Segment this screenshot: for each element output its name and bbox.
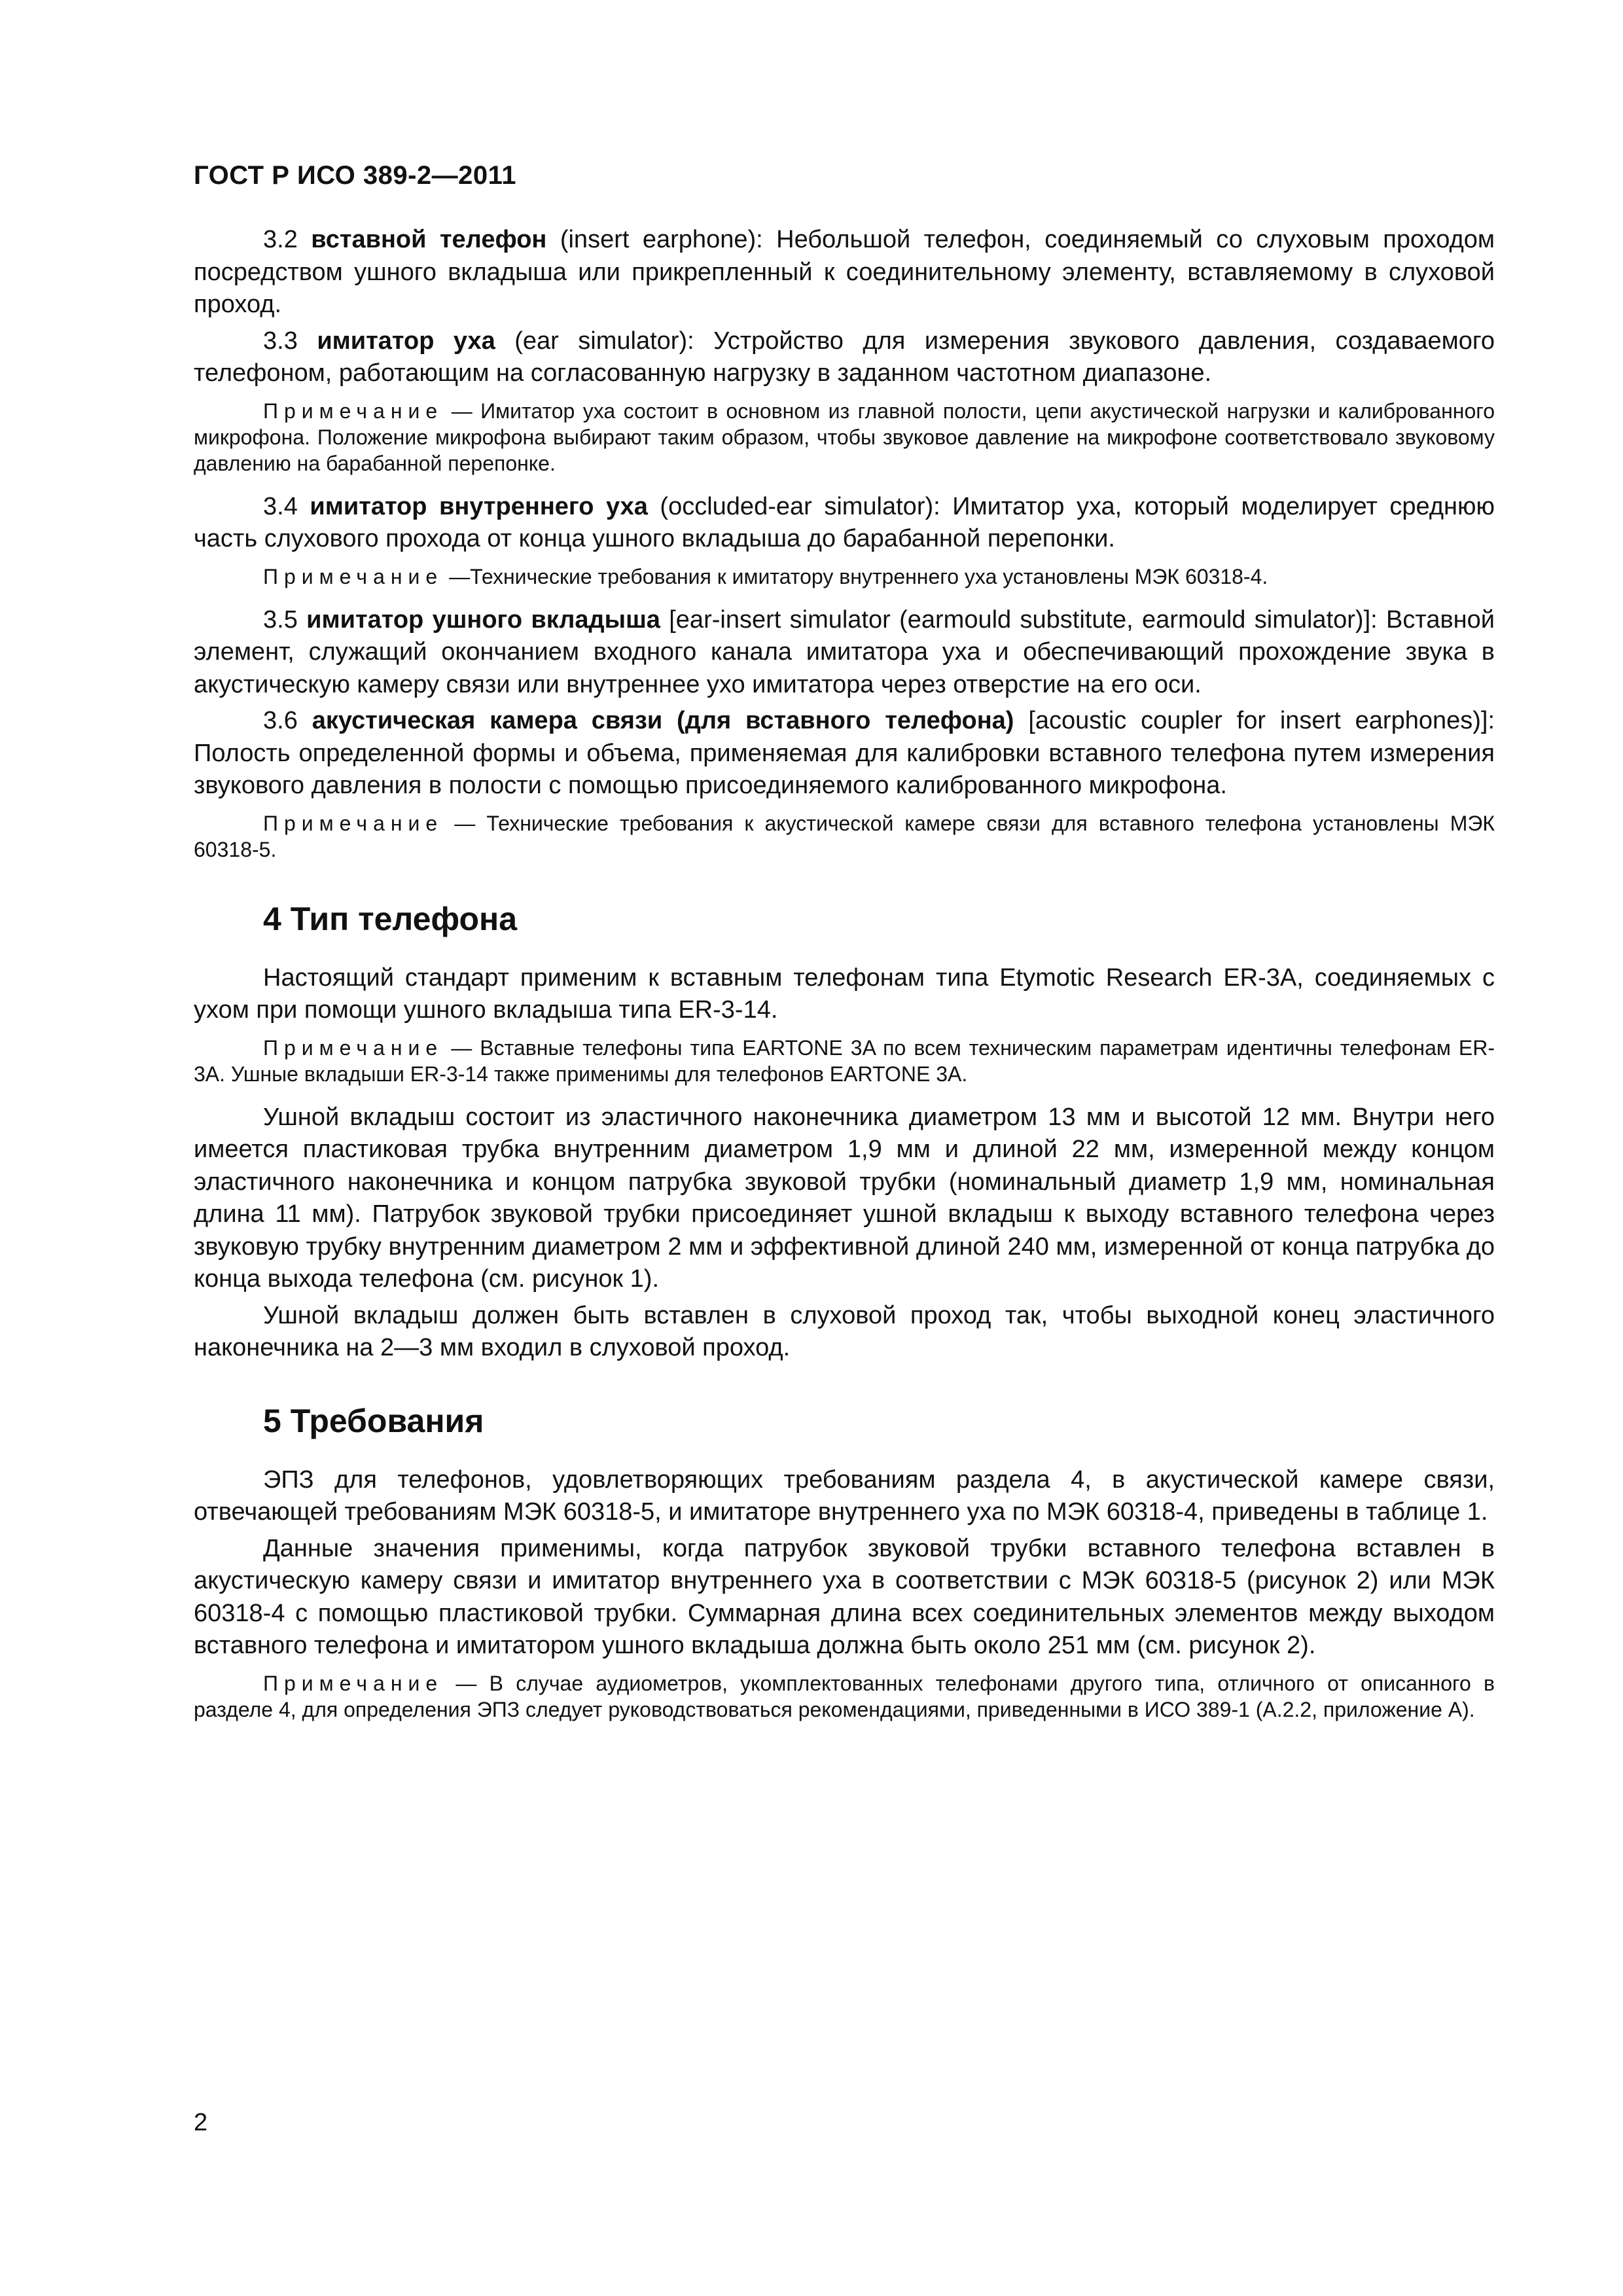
note-3-3 xyxy=(194,398,1495,476)
note-3-6 xyxy=(194,810,1495,863)
section-5-heading: 5 Требования xyxy=(263,1402,484,1439)
term: имитатор ушного вкладыша xyxy=(306,605,660,634)
section-4-note xyxy=(194,1035,1495,1087)
definition-text: (insert earphone): Небольшой телефон, соединяемый со слуховым проходом посредством ушного вкладыша или прикрепленный к соединительному элементу, вставляемому в слуховой проход. xyxy=(194,226,1495,318)
section-5-paragraph-1: ЭПЗ для телефонов, удовлетворяющих требованиям раздела 4, в акустической камере связи, отвечающей требованиям МЭК 60318-5, и имитаторе внутреннего уха по МЭК 60318-4, приведены в таблице 1. xyxy=(194,1465,1495,1526)
term: вставной телефон xyxy=(311,226,547,253)
document-body xyxy=(194,224,1495,1737)
note-text: —Технические требования к имитатору внутреннего уха установлены МЭК 60318-4. xyxy=(443,564,1268,588)
definition-text: (ear simulator): Устройство для измерения звукового давления, создаваемого телефоном, работающим на согласованную нагрузку в заданном частотном диапазоне. xyxy=(194,327,1495,387)
definition-text: [acoustic coupler for insert earphones)]: Полость определенной формы и объема, применяемая для калибровки вставного телефона путем измерения звукового давления в полости с помощью присоединяемого калиброванного микрофона. xyxy=(194,707,1495,799)
term: имитатор уха xyxy=(317,327,495,355)
section-4-paragraph-1: Настоящий стандарт применим к вставным телефонам типа Etymotic Research ER-3A, соединяемых с ухом при помощи ушного вкладыша типа ER-3-14. xyxy=(194,963,1495,1024)
term: имитатор внутреннего уха xyxy=(310,492,648,520)
definition-3-5 xyxy=(194,604,1495,702)
section-5-paragraph-2: Данные значения применимы, когда патрубок звуковой трубки вставного телефона вставлен в акустическую камеру связи и имитатор внутреннего уха в соответствии с МЭК 60318-5 (рисунок 2) или МЭК 60318-4 с помощью пластиковой трубки. Суммарная длина всех соединительных элементов между выходом вставного телефона и имитатором ушного вкладыша должна быть около 251 мм (см. рисунок 2). xyxy=(194,1534,1495,1659)
definition-3-6 xyxy=(194,705,1495,802)
definition-text: (occluded-ear simulator): Имитатор уха, который моделирует среднюю часть слухового прохода от конца ушного вкладыша до барабанной перепонки. xyxy=(194,492,1495,552)
note-text: — Вставные телефоны типа EARTONE 3A по всем техническим параметрам идентичны телефонам ER-3A. Ушные вкладыши ER-3-14 также применимы для телефонов EARTONE 3A. xyxy=(194,1035,1495,1086)
note-text: — Имитатор уха состоит в основном из главной полости, цепи акустической нагрузки и калиброванного микрофона. Положение микрофона выбирают таким образом, чтобы звуковое давление на микрофоне соответствовало звуковому давлению на барабанной перепонке. xyxy=(194,399,1495,475)
term: акустическая камера связи (для вставного телефона) xyxy=(312,707,1014,734)
clause-number: 3.6 xyxy=(263,707,298,734)
note-label: Примечание xyxy=(263,399,444,423)
note-text: — В случае аудиометров, укомплектованных телефонами другого типа, отличного от описанного в разделе 4, для определения ЭПЗ следует руководствоваться рекомендациями, приведенными в ИСО 389-1 (А.2.2, приложение А). xyxy=(194,1671,1495,1721)
page-number: 2 xyxy=(194,2109,208,2136)
note-label: Примечание xyxy=(263,564,444,588)
clause-number: 3.3 xyxy=(263,327,298,355)
note-label: Примечание xyxy=(263,811,444,835)
section-4-paragraph-2: Ушной вкладыш состоит из эластичного наконечника диаметром 13 мм и высотой 12 мм. Внутри него имеется пластиковая трубка внутренним диаметром 1,9 мм и длиной 22 мм, измеренной между концом эластичного наконечника и концом патрубка звуковой трубки (номинальный диаметр 1,9 мм, номинальная длина 11 мм). Патрубок звуковой трубки присоединяет ушной вкладыш к выходу вставного телефона через звуковую трубку внутренним диаметром 2 мм и эффективной длиной 240 мм, измеренной от конца патрубка до конца выхода телефона (см. рисунок 1). xyxy=(194,1103,1495,1293)
section-5-note xyxy=(194,1670,1495,1723)
clause-number: 3.5 xyxy=(263,605,298,634)
section-4-paragraph-3: Ушной вкладыш должен быть вставлен в слуховой проход так, чтобы выходной конец эластичного наконечника на 2—3 мм входил в слуховой проход. xyxy=(194,1301,1495,1361)
clause-number: 3.2 xyxy=(263,226,298,253)
clause-number: 3.4 xyxy=(263,492,298,520)
note-label: Примечание xyxy=(263,1035,444,1060)
document-code-header: ГОСТ Р ИСО 389-2—2011 xyxy=(194,161,516,190)
section-4-heading: 4 Тип телефона xyxy=(263,900,518,937)
note-3-4 xyxy=(194,564,1495,590)
note-text: — Технические требования к акустической камере связи для вставного телефона установлены МЭК 60318-5. xyxy=(194,811,1495,861)
note-label: Примечание xyxy=(263,1671,444,1695)
definition-3-3 xyxy=(194,325,1495,390)
definition-3-2 xyxy=(194,224,1495,321)
definition-3-4 xyxy=(194,491,1495,556)
definition-text: [ear-insert simulator (earmould substitute, earmould simulator)]: Вставной элемент, служащий окончанием входного канала имитатора уха и обеспечивающий прохождение звука в акустическую камеру связи или внутреннее ухо имитатора через отверстие на его оси. xyxy=(194,605,1495,698)
